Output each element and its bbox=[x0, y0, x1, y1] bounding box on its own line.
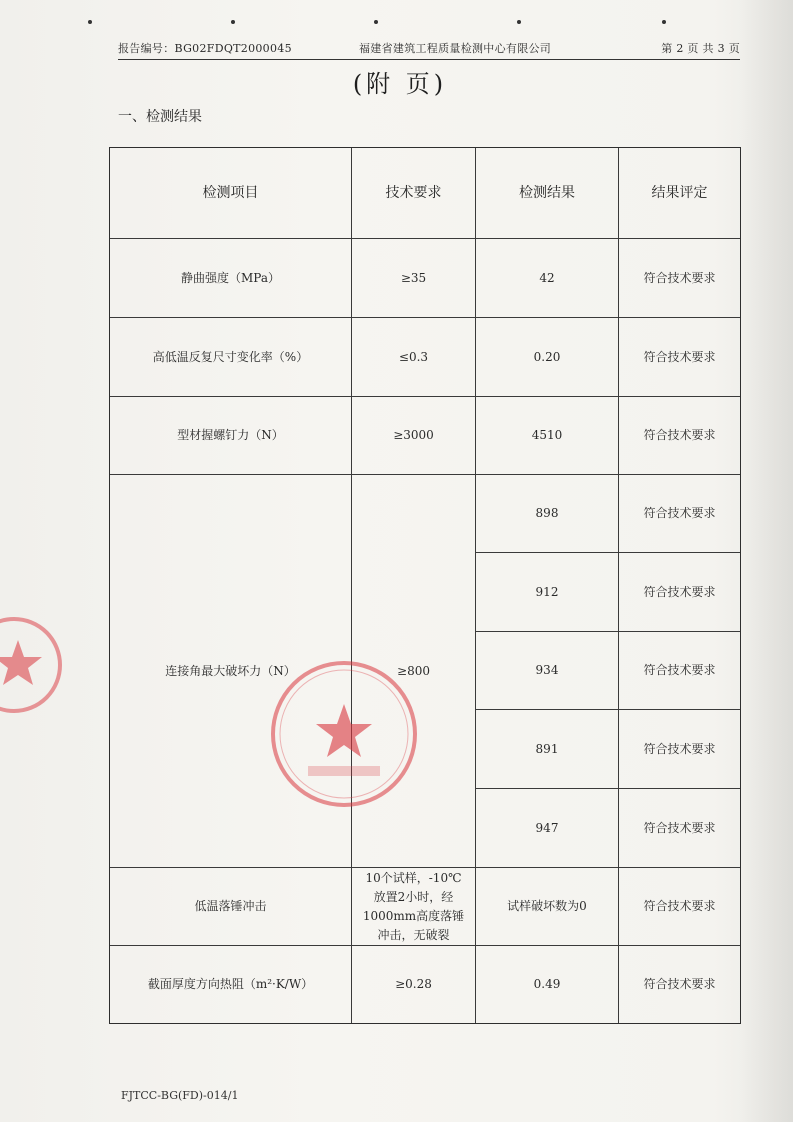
report-header bbox=[118, 38, 740, 58]
result-cell: 0.49 bbox=[476, 946, 619, 1023]
header-divider bbox=[118, 59, 740, 60]
item-cell: 高低温反复尺寸变化率（%） bbox=[110, 318, 352, 397]
column-header-item: 检测项目 bbox=[110, 148, 352, 239]
evaluation-cell: 符合技术要求 bbox=[619, 239, 740, 318]
evaluation-cell: 符合技术要求 bbox=[619, 397, 740, 475]
evaluation-cell: 符合技术要求 bbox=[619, 318, 740, 397]
column-header-requirement: 技术要求 bbox=[352, 148, 476, 239]
item-cell: 型材握螺钉力（N） bbox=[110, 397, 352, 475]
requirement-cell: ≤0.3 bbox=[352, 318, 476, 397]
evaluation-cell: 符合技术要求 bbox=[619, 553, 740, 632]
result-cell: 912 bbox=[476, 553, 619, 632]
evaluation-cell: 符合技术要求 bbox=[619, 868, 740, 946]
result-cell: 0.20 bbox=[476, 318, 619, 397]
column-header-evaluation: 结果评定 bbox=[619, 148, 740, 239]
result-cell: 试样破坏数为0 bbox=[476, 868, 619, 946]
requirement-cell: ≥0.28 bbox=[352, 946, 476, 1023]
evaluation-cell: 符合技术要求 bbox=[619, 710, 740, 789]
page-info: 第 2 页 共 3 页 bbox=[661, 42, 740, 55]
organization-name: 福建省建筑工程质量检测中心有限公司 bbox=[359, 42, 552, 55]
requirement-cell: ≥3000 bbox=[352, 397, 476, 475]
requirement-cell: 10个试样，-10℃放置2小时，经1000mm高度落锤冲击，无破裂 bbox=[352, 868, 476, 946]
item-cell: 低温落锤冲击 bbox=[110, 868, 352, 946]
results-table bbox=[109, 147, 741, 1024]
column-header-result: 检测结果 bbox=[476, 148, 619, 239]
section-title: 一、检测结果 bbox=[118, 109, 202, 125]
evaluation-cell: 符合技术要求 bbox=[619, 475, 740, 553]
item-cell: 截面厚度方向热阻（m²·K/W） bbox=[110, 946, 352, 1023]
result-cell: 934 bbox=[476, 632, 619, 710]
evaluation-cell: 符合技术要求 bbox=[619, 789, 740, 868]
punch-dot bbox=[517, 20, 521, 24]
punch-dot bbox=[88, 20, 92, 24]
evaluation-cell: 符合技术要求 bbox=[619, 632, 740, 710]
result-cell: 891 bbox=[476, 710, 619, 789]
result-cell: 42 bbox=[476, 239, 619, 318]
page-subtitle: (附 页) bbox=[352, 70, 448, 98]
result-cell: 898 bbox=[476, 475, 619, 553]
report-number: 报告编号：BG02FDQT2000045 bbox=[118, 42, 292, 55]
result-cell: 947 bbox=[476, 789, 619, 868]
requirement-cell: ≥35 bbox=[352, 239, 476, 318]
form-code: FJTCC-BG(FD)-014/1 bbox=[121, 1089, 239, 1102]
result-cell: 4510 bbox=[476, 397, 619, 475]
punch-dot bbox=[374, 20, 378, 24]
punch-dot bbox=[231, 20, 235, 24]
evaluation-cell: 符合技术要求 bbox=[643, 977, 716, 991]
punch-dot bbox=[662, 20, 666, 24]
item-cell: 静曲强度（MPa） bbox=[110, 239, 352, 318]
requirement-cell: ≥800 bbox=[352, 475, 476, 868]
item-cell: 连接角最大破坏力（N） bbox=[110, 475, 352, 868]
page-shadow-edge bbox=[741, 0, 793, 1122]
